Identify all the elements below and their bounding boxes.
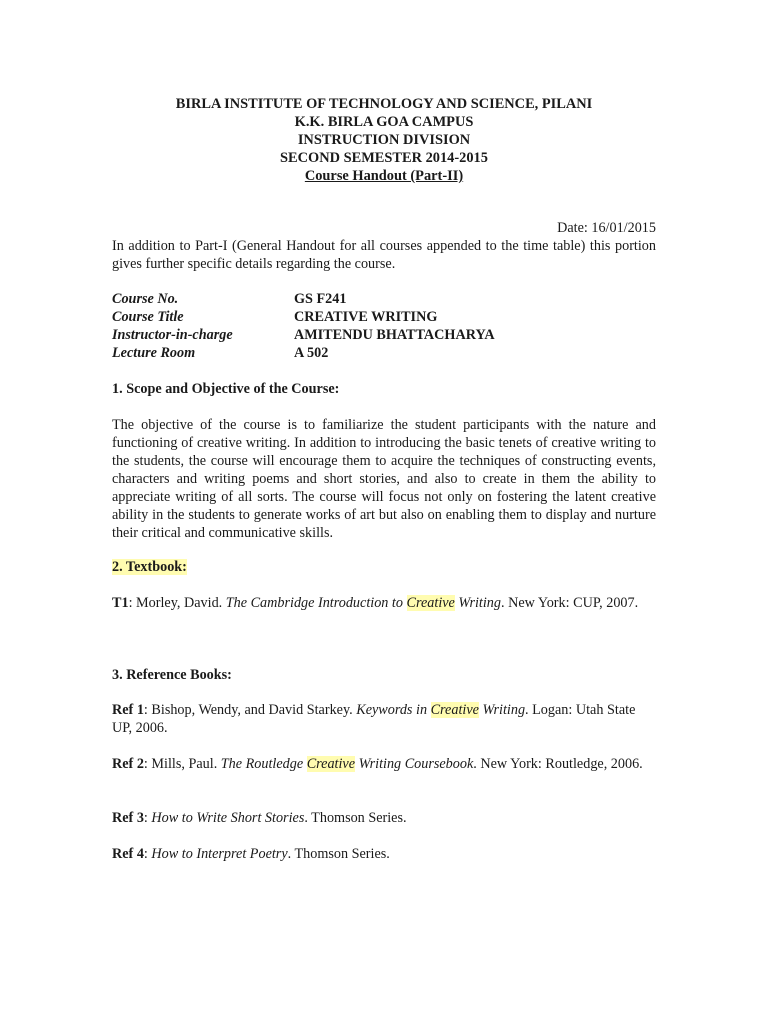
course-title-value: CREATIVE WRITING — [294, 309, 438, 325]
intro-paragraph: In addition to Part-I (General Handout for all courses appended to the time table) this portion gives further specific details regarding the course. — [112, 238, 656, 272]
reference-4 — [112, 845, 656, 863]
reference-3 — [112, 809, 656, 827]
ref1-label: Ref 1 — [112, 702, 144, 718]
textbook-heading — [112, 558, 187, 576]
ref1-title-pre: Keywords in — [356, 702, 431, 718]
reference-2 — [112, 755, 656, 773]
t1-publisher: . New York: CUP, 2007. — [500, 595, 639, 611]
ref4-title: How to Interpret Poetry — [151, 846, 288, 862]
objective-paragraph: The objective of the course is to familiarize the student participants with the nature and functioning of creative writing. In addition to introducing the basic tenets of creative writing to the students, the course will encourage them to acquire the techniques of constructing events, characters and writing poems and short stories, and also to create in them the ability to appreciate writing of all sorts. The course will focus not only on fostering the latent creative ability in the students to generate works of art but also on enabling them to display and nurture their critical and communicative skills. — [112, 417, 656, 541]
course-no-value: GS F241 — [294, 291, 347, 307]
division-name: INSTRUCTION DIVISION — [297, 132, 471, 148]
instructor-label: Instructor-in-charge — [112, 327, 233, 343]
reference-1 — [112, 701, 656, 737]
course-title-label: Course Title — [112, 309, 184, 325]
document-date: Date: 16/01/2015 — [557, 220, 656, 236]
reference-books-heading: 3. Reference Books: — [112, 667, 232, 683]
scope-heading: 1. Scope and Objective of the Course: — [112, 381, 340, 397]
course-no-label: Course No. — [112, 291, 179, 307]
handout-title: Course Handout (Part-II) — [304, 168, 464, 184]
course-title-row — [112, 308, 656, 326]
ref3-title: How to Write Short Stories — [151, 810, 305, 826]
ref2-title-highlight: Creative — [306, 756, 356, 772]
ref4-publisher: . Thomson Series. — [287, 846, 390, 862]
campus-name: K.K. BIRLA GOA CAMPUS — [294, 114, 474, 130]
ref4-separator: : — [143, 846, 152, 862]
course-info-table — [112, 290, 656, 362]
institute-name: BIRLA INSTITUTE OF TECHNOLOGY AND SCIENCE, PILANI — [175, 96, 593, 112]
ref2-publisher: . New York: Routledge, 2006. — [473, 756, 643, 772]
ref1-publisher: . Logan: Utah State UP, 2006. — [112, 702, 636, 736]
t1-title-highlight: Creative — [406, 595, 455, 611]
ref3-separator: : — [143, 810, 152, 826]
ref3-publisher: . Thomson Series. — [304, 810, 407, 826]
lecture-room-value: A 502 — [294, 345, 329, 361]
instructor-value: AMITENDU BHATTACHARYA — [294, 327, 495, 343]
ref1-title-highlight: Creative — [430, 702, 479, 718]
ref3-label: Ref 3 — [112, 810, 144, 826]
ref2-title-post: Writing Coursebook — [355, 756, 474, 772]
ref1-title-post: Writing — [478, 702, 526, 718]
lecture-room-row — [112, 344, 656, 362]
ref1-author: : Bishop, Wendy, and David Starkey. — [143, 702, 357, 718]
t1-label: T1 — [112, 595, 129, 611]
t1-title-pre: The Cambridge Introduction to — [225, 595, 407, 611]
lecture-room-label: Lecture Room — [112, 345, 196, 361]
t1-title-post: Writing — [454, 595, 501, 611]
semester-label: SECOND SEMESTER 2014-2015 — [280, 150, 488, 166]
course-no-row — [112, 290, 656, 308]
document-header — [112, 95, 656, 185]
ref2-label: Ref 2 — [112, 756, 144, 772]
textbook-t1 — [112, 594, 656, 612]
ref2-title-pre: The Routledge — [220, 756, 307, 772]
t1-author: : Morley, David. — [128, 595, 226, 611]
ref4-label: Ref 4 — [112, 846, 144, 862]
textbook-heading-text: 2. Textbook: — [112, 559, 187, 575]
instructor-row — [112, 326, 656, 344]
ref2-author: : Mills, Paul. — [143, 756, 221, 772]
